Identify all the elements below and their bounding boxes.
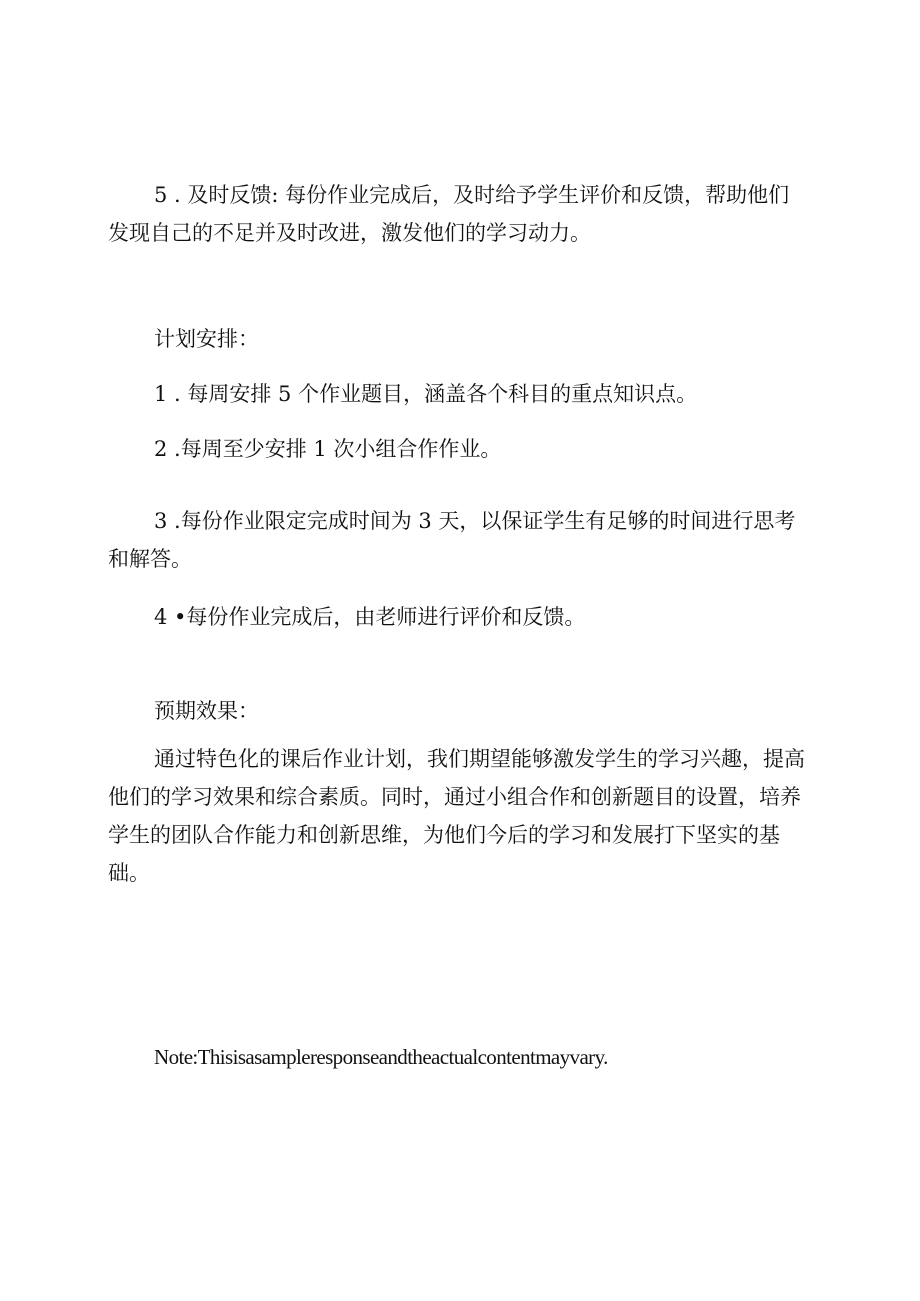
effect-body: 通过特色化的课后作业计划，我们期望能够激发学生的学习兴趣，提高他们的学习效果和综合素质。同时，通过小组合作和创新题目的设置，培养学生的团队合作能力和创新思维，为他们今后的学习和发展打下坚实的基础。 <box>108 747 805 885</box>
plan-item-3: 3 .每份作业限定完成时间为 3 天，以保证学生有足够的时间进行思考和解答。 <box>108 509 796 571</box>
effect-heading: 预期效果： <box>154 699 259 723</box>
plan-heading: 计划安排： <box>154 327 259 351</box>
plan-item-1: 1 . 每周安排 5 个作业题目，涵盖各个科目的重点知识点。 <box>154 382 698 406</box>
plan-item-2: 2 .每周至少安排 1 次小组合作作业。 <box>154 437 502 461</box>
feedback-item-5: 5 . 及时反馈: 每份作业完成后，及时给予学生评价和反馈，帮助他们发现自己的不足并及时改进，激发他们的学习动力。 <box>108 183 790 245</box>
plan-item-4: 4 •每份作业完成后，由老师进行评价和反馈。 <box>154 605 586 629</box>
sample-note: Note:Thisisasampleresponseandtheactualcontentmayvary. <box>154 1045 608 1069</box>
